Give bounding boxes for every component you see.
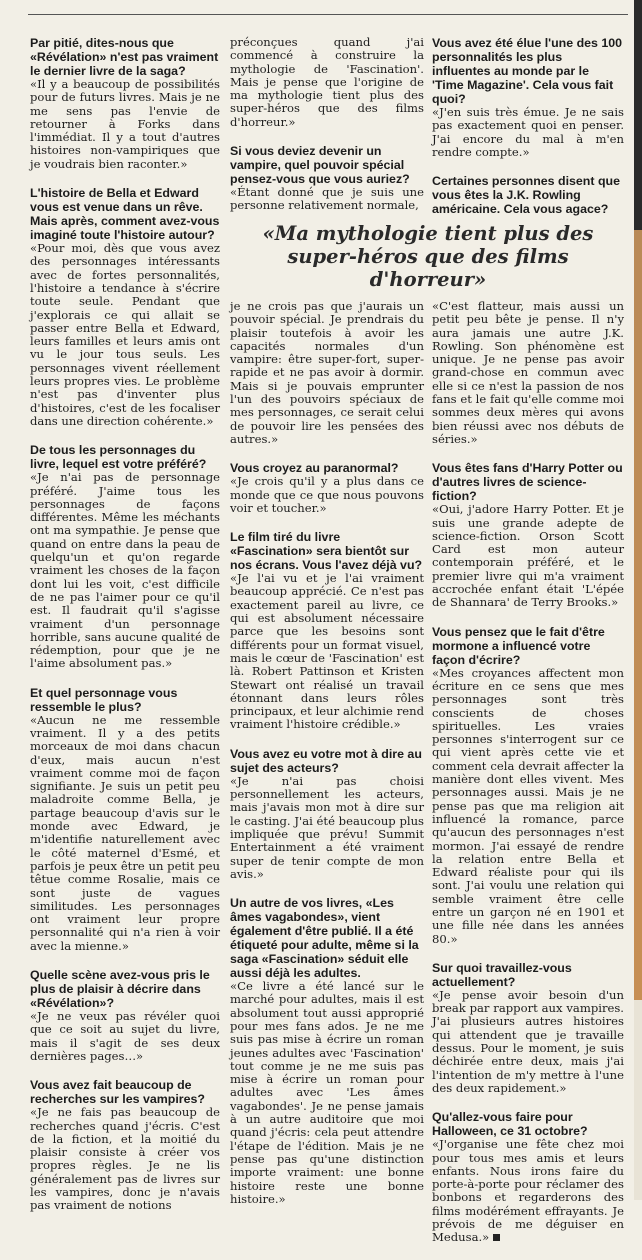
interview-question: Le film tiré du livre «Fascination» sera bientôt sur nos écrans. Vous l'avez déjà vu? (230, 530, 423, 573)
interview-question: Certaines personnes disent que vous êtes la J.K. Rowling américaine. Cela vous agace? (432, 174, 620, 217)
interview-question: Si vous deviez devenir un vampire, quel pouvoir spécial pensez-vous que vous auriez? (230, 144, 410, 187)
interview-question: Vous pensez que le fait d'être mormone a influencé votre façon d'écrire? (432, 624, 605, 667)
column-2-bottom (230, 300, 424, 1221)
interview-question: Et quel personnage vous ressemble le plus? (30, 685, 178, 714)
interview-answer: «Je n'ai pas choisi personnellement les acteurs, mais j'avais mon mot à dire sur le casting. J'ai été beaucoup plus impliquée que prévu! Summit Entertainment a été vraiment super de tenir compte de mon avis.» (230, 773, 424, 881)
interview-answer: «Étant donné que je suis une personne relativement normale, (230, 185, 424, 213)
end-of-article-mark (493, 1234, 500, 1241)
interview-question: Qu'allez-vous faire pour Halloween, ce 31 octobre? (432, 1110, 588, 1139)
interview-answer: «Je ne fais pas beaucoup de recherches quand j'écris. C'est de la fiction, et la moitié du plaisir consiste à créer vos propres règles. Je ne lis généralement pas de livres sur les vampires, donc je n'avais pas vraiment de notions (30, 1105, 220, 1213)
interview-question: Vous êtes fans d'Harry Potter ou d'autres livres de science-fiction? (432, 461, 623, 504)
column-3-top (432, 36, 624, 231)
interview-question: Sur quoi travaillez-vous actuellement? (432, 960, 572, 989)
interview-answer: «Ce livre a été lancé sur le marché pour adultes, mais il est absolument tout aussi approprié pour mes fans ados. Je ne me suis pas mise à écrire un roman jeunes adultes avec 'Fascination' tout comme je ne me suis pas mise à écrire un roman pour adultes avec 'Les âmes vagabondes'. Je ne pense jamais à un autre auditoire que moi quand j'écris: cela peut attendre l'étape de l'édition. Mais je ne pense pas qu'une distinction importe vraiment: une bonne histoire reste une bonne histoire.» (230, 979, 424, 1206)
interview-answer: «Je pense avoir besoin d'un break par rapport aux vampires. J'ai plusieurs autres histoires qui attendent que je travaille dessus. Pour le moment, je suis déchirée entre deux, mais j'ai l'intention de m'y mettre à l'une des deux rapidement.» (432, 987, 624, 1095)
pull-quote: «Ma mythologie tient plus des super-héros que des films d'horreur» (262, 222, 594, 291)
interview-question: Par pitié, dites-nous que «Révélation» n'est pas vraiment le dernier livre de la saga? (30, 36, 219, 78)
interview-question: Vous avez fait beaucoup de recherches sur les vampires? (30, 1078, 205, 1107)
interview-question: L'histoire de Bella et Edward vous est venue dans un rêve. Mais après, comment avez-vous imaginé toute l'histoire autour? (30, 186, 220, 243)
interview-answer: «J'organise une fête chez moi pour tous mes amis et leurs enfants. Nous irons faire du porte-à-porte pour réclamer des bonbons et regarderons des films modérément effrayants. Je prévois de me déguiser en Medusa.» (432, 1137, 624, 1245)
interview-answer: «Oui, j'adore Harry Potter. Et je suis une grande adepte de science-fiction. Orson Scott Card est mon auteur contemporain préféré, et le premier livre qui m'a vraiment accrochée enfant était 'L'épée de Shannara' de Terry Brooks.» (432, 502, 624, 610)
interview-question: Un autre de vos livres, «Les âmes vagabondes», vient également d'être publié. Il a été étiqueté pour adulte, même si la saga «Fascination» séduit elle aussi déjà les adultes. (230, 896, 419, 981)
interview-answer: «Je crois qu'il y a plus dans ce monde que ce que nous pouvons voir et toucher.» (230, 474, 424, 515)
interview-answer: «Pour moi, dès que vous avez des personnages intéressants avec de fortes personnalités, l'histoire a tendance à s'écrire toute seule. Pendant que j'explorais ce qui allait se passer entre Bella et Edward, leurs familles et leurs amis ont vu le jour tous seuls. Les personnages vivent réellement leurs propres vies. Le problème n'est pas d'inventer plus d'histoires, c'est de les focaliser dans une direction cohérente.» (30, 241, 220, 428)
interview-answer: «Mes croyances affectent mon écriture en ce sens que mes personnages sont très conscients de choses spirituelles. Les vraies personnes s'interrogent sur ce qui vient après cette vie et comment cela devrait affecter la manière dont elles vivent. Mes personnages aussi. Mais je ne pense pas que ma religion ait influencé la romance, parce qu'aucun des personnages n'est mormon. J'ai essayé de rendre la relation entre Bella et Edward réaliste pour qui ils sont. J'ai voulu une relation qui semble vraiment être celle entre un garçon né en 1901 et une fille née dans les années 80.» (432, 665, 624, 946)
interview-question: De tous les personnages du livre, lequel est votre préféré? (30, 443, 207, 472)
interview-answer: «Je n'ai pas de personnage préféré. J'aime tous les personnages de façons différentes. Même les méchants ont ma sympathie. Je pense que quand on entre dans la peau de quelqu'un et qu'on regarde vraiment les choses de la façon dont lui les voit, c'est difficile de ne pas l'aimer pour ce qu'il est. Il faudrait qu'il s'agisse vraiment d'un personnage horrible, sans aucune qualité de rédemption, pour que je ne l'aime absolument pas.» (30, 470, 220, 671)
column-2-top (230, 36, 424, 228)
interview-answer: «J'en suis très émue. Je ne sais pas exactement quoi en penser. J'ai encore du mal à m'en rendre compte.» (432, 105, 624, 159)
interview-answer: «Je ne veux pas révéler quoi que ce soit au sujet du livre, mais il s'agit de ses deux dernières pages…» (30, 1009, 220, 1063)
interview-answer: «Je l'ai vu et je l'ai vraiment beaucoup apprécié. Ce n'est pas exactement pareil au livre, ce qui est absolument nécessaire parce que les besoins sont différents pour un format visuel, mais le cœur de 'Fascination' est là. Robert Pattinson et Kristen Stewart ont réalisé un travail étonnant dans leurs rôles principaux, et leur alchimie rend vraiment l'histoire crédible.» (230, 571, 424, 732)
column-3-bottom (432, 300, 624, 1260)
interview-answer: «Il y a beaucoup de possibilités pour de futurs livres. Mais je ne me sens pas l'envie de retourner à Forks dans l'immédiat. Il y a tout d'autres histoires non-vampiriques que je voudrais bien raconter.» (30, 77, 220, 171)
interview-answer: préconçues quand j'ai commencé à construire la mythologie de 'Fascination'. Mais je pense que l'origine de ma mythologie tient plus des super-héros que des films d'horreur.» (230, 35, 424, 129)
interview-answer: je ne crois pas que j'aurais un pouvoir spécial. Je prendrais du plaisir toutefois à avoir les capacités normales d'un vampire: être super-fort, super-rapide et ne pas avoir à dormir. Mais si je pouvais emprunter l'un des pouvoirs spéciaux de mes personnages, ce serait celui de pouvoir lire les pensées des autres.» (230, 299, 424, 446)
interview-question: Vous avez été élue l'une des 100 personnalités les plus influentes au monde par le 'Time Magazine'. Cela vous fait quoi? (432, 36, 623, 106)
interview-answer: «Aucun ne me ressemble vraiment. Il y a des petits morceaux de moi dans chacun d'eux, mais aucun n'est vraiment comme moi de façon signifiante. Je suis un petit peu maladroite comme Bella, je partage beaucoup d'avis sur le monde avec Edward, je m'identifie naturellement avec le côté maternel d'Esmé, et parfois je peux être un petit peu têtue comme Rosalie, mais ce sont juste de vagues similitudes. Les personnages ont vraiment leur propre personnalité qui n'a rien à voir avec la mienne.» (30, 712, 220, 953)
page-edge (634, 0, 642, 1200)
interview-answer: «C'est flatteur, mais aussi un petit peu bête je pense. Il n'y aura jamais une autre J.K. Rowling. Son phénomène est unique. Je ne pense pas avoir grand-chose en commun avec elle si ce n'est la passion de nos fans et le fait qu'elle comme moi sommes deux mères qui avons bien réussi avec nos débuts de séries.» (432, 299, 624, 446)
interview-question: Vous avez eu votre mot à dire au sujet des acteurs? (230, 746, 422, 775)
top-rule (28, 14, 628, 15)
interview-question: Vous croyez au paranormal? (230, 461, 399, 476)
column-1 (30, 36, 220, 1228)
interview-question: Quelle scène avez-vous pris le plus de plaisir à décrire dans «Révélation»? (30, 968, 210, 1011)
